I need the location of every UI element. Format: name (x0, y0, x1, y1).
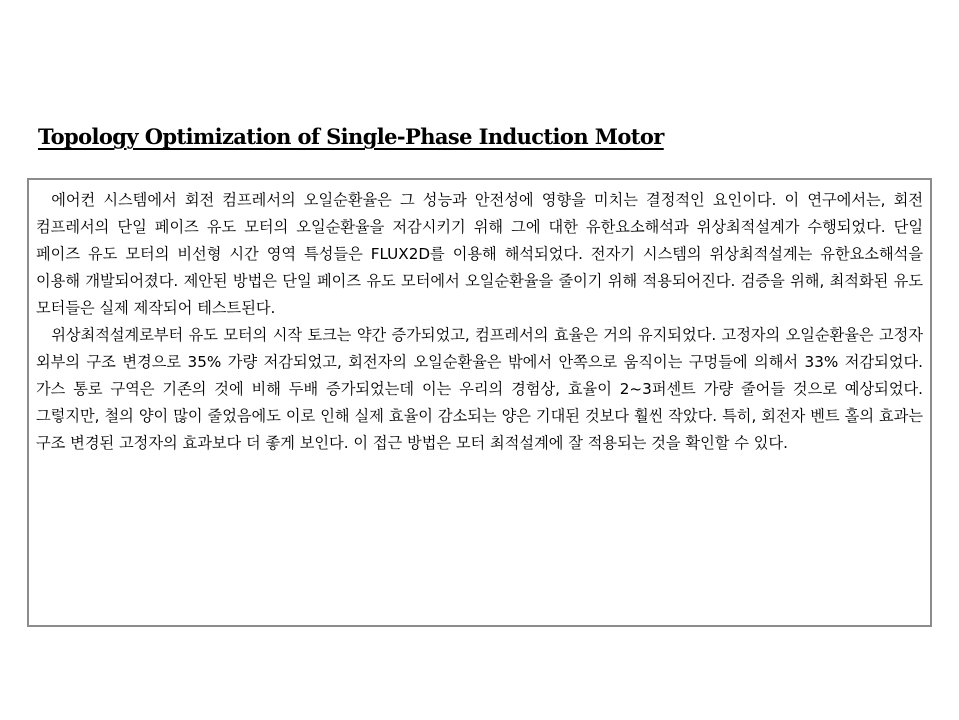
document-title: Topology Optimization of Single-Phase Induction Motor (38, 124, 664, 149)
abstract-paragraph-1: 에어컨 시스템에서 회전 컴프레서의 오일순환율은 그 성능과 안전성에 영향을 미치는 결정적인 요인이다. 이 연구에서는, 회전 컴프레서의 단일 페이즈 유도 모터의 오일순환율을 저감시키기 위해 그에 대한 유한요소해석과 위상최적설계가 수행되었다. 단일 페이즈 유도 모터의 비선형 시간 영역 특성들은 FLUX2D를 이용해 해석되었다. 전자기 시스템의 위상최적설계는 유한요소해석을 이용해 개발되어졌다. 제안된 방법은 단일 페이즈 유도 모터에서 오일순환율을 줄이기 위해 적용되어진다. 검증을 위해, 최적화된 유도 모터들은 실제 제작되어 테스트된다. (36, 191, 923, 317)
abstract-box (27, 178, 932, 627)
abstract-paragraph-2: 위상최적설계로부터 유도 모터의 시작 토크는 약간 증가되었고, 컴프레서의 효율은 거의 유지되었다. 고정자의 오일순환율은 고정자 외부의 구조 변경으로 35% 가량 저감되었고, 회전자의 오일순환율은 밖에서 안쪽으로 움직이는 구멍들에 의해서 33% 저감되었다. 가스 통로 구역은 기존의 것에 비해 두배 증가되었는데 이는 우리의 경험상, 효율이 2~3퍼센트 가량 줄어들 것으로 예상되었다. 그렇지만, 철의 양이 많이 줄었음에도 이로 인해 실제 효율이 감소되는 양은 기대된 것보다 훨씬 작았다. 특히, 회전자 벤트 홀의 효과는 구조 변경된 고정자의 효과보다 더 좋게 보인다. 이 접근 방법은 모터 최적설계에 잘 적용되는 것을 확인할 수 있다. (36, 326, 923, 452)
